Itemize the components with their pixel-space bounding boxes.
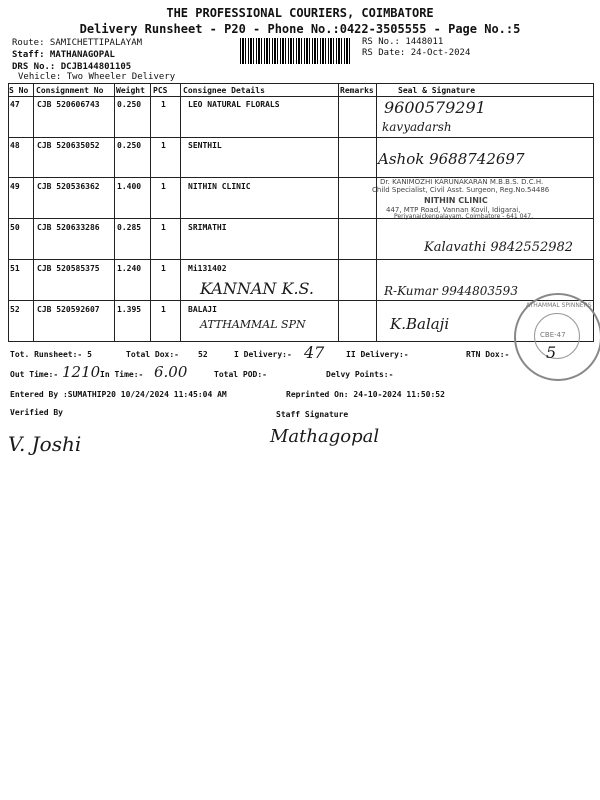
delvy-points-label: Delvy Points:-	[326, 370, 394, 379]
table-row-pcs: 1	[161, 182, 166, 191]
clinic-seal-line4: 447, MTP Road, Vannan Kovil, Idigarai,	[386, 206, 521, 214]
table-row-weight: 0.285	[117, 223, 142, 232]
rtn-dox-label: RTN Dox:-	[466, 350, 510, 359]
barcode	[240, 38, 350, 64]
handwritten-phone: 9600579291	[384, 98, 486, 117]
table-row-sno: 51	[10, 264, 20, 273]
table-row-weight: 1.395	[117, 305, 142, 314]
i-delivery-label: I Delivery:-	[234, 350, 292, 359]
col-remarks: Remarks	[340, 86, 374, 95]
rs-date: RS Date: 24-Oct-2024	[362, 48, 471, 58]
col-seal: Seal & Signature	[398, 86, 476, 95]
stamp-text: ATHAMMAL SPINNERS	[526, 302, 592, 309]
table-row-weight: 1.400	[117, 182, 142, 191]
ii-delivery-label: II Delivery:-	[346, 350, 409, 359]
table-row-pcs: 1	[161, 305, 166, 314]
col-consignee: Consignee Details	[183, 86, 265, 95]
stamp-code: CBE-47	[540, 331, 566, 339]
clinic-seal-line2: Child Specialist, Civil Asst. Surgeon, Reg.No.54486	[372, 186, 550, 194]
table-row-pcs: 1	[161, 264, 166, 273]
total-dox-label: Total Dox:-	[126, 350, 179, 359]
clinic-seal-name: NITHIN CLINIC	[424, 196, 488, 205]
table-row-weight: 0.250	[117, 141, 142, 150]
in-time-label: In Time:-	[100, 370, 144, 379]
verified-signature: V. Joshi	[8, 432, 82, 456]
in-time-value: 6.00	[154, 363, 188, 381]
clinic-seal-line1: Dr. KANIMOZHI KARUNAKARAN M.B.B.S. D.C.H.	[380, 178, 544, 186]
table-row-sno: 47	[10, 100, 20, 109]
table-row-cno: CJB 520606743	[37, 100, 100, 109]
table-row-consignee: SENTHIL	[188, 141, 222, 150]
entered-by: Entered By :SUMATHIP20 10/24/2024 11:45:04 AM	[10, 390, 227, 399]
col-consignment: Consignment No	[36, 86, 104, 95]
vehicle-label: Vehicle: Two Wheeler Delivery	[18, 72, 176, 82]
table-row-consignee: Mi131402	[188, 264, 227, 273]
table-row-consignee: NITHIN CLINIC	[188, 182, 251, 191]
tot-runsheet: Tot. Runsheet:- 5	[10, 350, 92, 359]
table-row-cno: CJB 520635052	[37, 141, 100, 150]
company-title: THE PROFESSIONAL COURIERS, COIMBATORE	[166, 6, 434, 20]
handwritten-signature: K.Balaji	[390, 315, 450, 333]
handwritten-signature: Kalavathi 9842552982	[424, 240, 574, 255]
table-row-sno: 48	[10, 141, 20, 150]
table-row-consignee: BALAJI	[188, 305, 217, 314]
table-row-consignee: SRIMATHI	[188, 223, 227, 232]
table-row-cno: CJB 520536362	[37, 182, 100, 191]
runsheet-subtitle: Delivery Runsheet - P20 - Phone No.:0422-3505555 - Page No.:5	[79, 22, 521, 36]
table-row-cno: CJB 520585375	[37, 264, 100, 273]
table-row-pcs: 1	[161, 100, 166, 109]
table-row-sno: 52	[10, 305, 20, 314]
verified-by-label: Verified By	[10, 408, 63, 417]
route-label: Route: SAMICHETTIPALAYAM	[12, 38, 143, 48]
total-pod-label: Total POD:-	[214, 370, 267, 379]
table-row-cno: CJB 520592607	[37, 305, 100, 314]
staff-label: Staff: MATHANAGOPAL	[12, 50, 115, 60]
handwritten-name: ATTHAMMAL SPN	[200, 318, 306, 331]
table-row-weight: 0.250	[117, 100, 142, 109]
clinic-seal-line5: Periyanaickenpalayam, Coimbatore - 641 047.	[394, 213, 533, 220]
rtn-dox-value: 5	[546, 343, 557, 362]
handwritten-signature: Ashok 9688742697	[378, 150, 525, 168]
drs-label: DRS No.: DCJB144801105	[12, 62, 132, 72]
total-dox-value: 52	[198, 350, 208, 359]
table-row-cno: CJB 520633286	[37, 223, 100, 232]
reprinted-on: Reprinted On: 24-10-2024 11:50:52	[286, 390, 445, 399]
table-row-sno: 49	[10, 182, 20, 191]
out-time-label: Out Time:-	[10, 370, 59, 379]
col-pcs: PCS	[153, 86, 168, 95]
i-delivery-value: 47	[304, 343, 325, 362]
table-row-pcs: 1	[161, 223, 166, 232]
col-weight: Weight	[116, 86, 145, 95]
col-sno: S No	[9, 86, 29, 95]
out-time-value: 1210	[62, 363, 101, 381]
handwritten-signature: kavyadarsh	[382, 120, 452, 134]
staff-signature: Mathagopal	[270, 426, 380, 447]
rs-no: RS No.: 1448011	[362, 37, 444, 47]
table-row-weight: 1.240	[117, 264, 142, 273]
handwritten-signature: R-Kumar 9944803593	[384, 284, 518, 298]
handwritten-name: KANNAN K.S.	[200, 279, 315, 298]
table-row-sno: 50	[10, 223, 20, 232]
table-row-pcs: 1	[161, 141, 166, 150]
staff-signature-label: Staff Signature	[276, 410, 349, 419]
table-row-consignee: LEO NATURAL FLORALS	[188, 100, 280, 109]
